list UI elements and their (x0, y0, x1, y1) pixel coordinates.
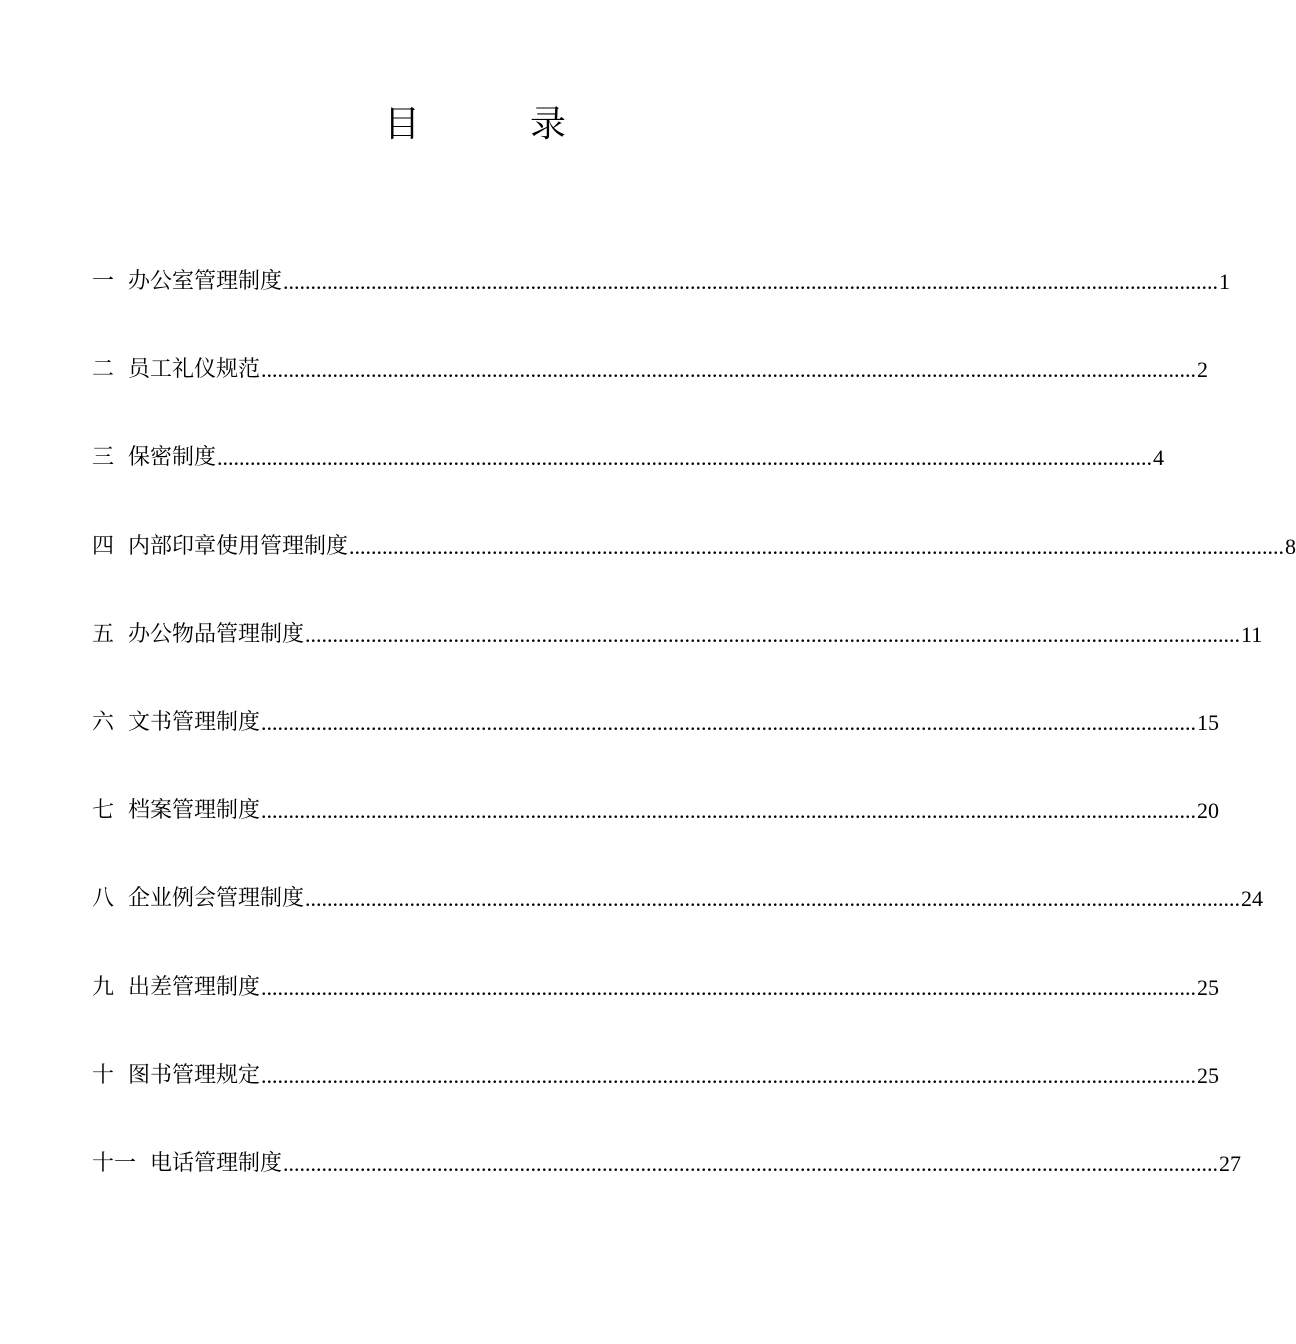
toc-entry-number: 三 (92, 445, 115, 471)
toc-dot-leader: .......................................................................................................................................................................... (305, 621, 1241, 647)
toc-dot-leader: .......................................................................................................................................................................... (283, 1150, 1219, 1176)
toc-entry-4[interactable] (92, 525, 1296, 613)
toc-entry-1[interactable] (92, 260, 1231, 348)
toc-entry-label: 员工礼仪规范 (128, 357, 261, 383)
toc-entry-label: 电话管理制度 (150, 1150, 283, 1176)
toc-entry-label: 内部印章使用管理制度 (128, 533, 349, 559)
toc-entry-page: 4 (1153, 445, 1165, 471)
toc-entry-10[interactable] (92, 1054, 1220, 1142)
toc-dot-leader: .......................................................................................................................................................................... (261, 709, 1197, 735)
toc-dot-leader: .......................................................................................................................................................................... (261, 357, 1197, 383)
title-char-2: 录 (530, 104, 567, 145)
toc-entry-label: 档案管理制度 (128, 798, 261, 824)
toc-entry-9[interactable] (92, 966, 1220, 1054)
toc-entry-page: 27 (1219, 1150, 1242, 1176)
toc-entry-number: 四 (92, 533, 115, 559)
toc-entry-page: 11 (1241, 621, 1263, 647)
toc-entry-number: 五 (92, 621, 115, 647)
title-char-1: 目 (383, 104, 420, 145)
toc-dot-leader: .......................................................................................................................................................................... (305, 886, 1241, 912)
table-of-contents (92, 260, 1296, 1230)
toc-entry-7[interactable] (92, 789, 1220, 877)
toc-entry-label: 图书管理规定 (128, 1062, 261, 1088)
toc-entry-page: 1 (1219, 269, 1231, 294)
toc-entry-2[interactable] (92, 348, 1209, 436)
toc-dot-leader: .......................................................................................................................................................................... (217, 445, 1153, 471)
toc-entry-number: 十一 (92, 1150, 137, 1176)
toc-dot-leader: .......................................................................................................................................................................... (261, 1062, 1197, 1088)
toc-entry-number: 八 (92, 886, 115, 912)
toc-entry-number: 一 (92, 269, 115, 294)
toc-entry-label: 办公物品管理制度 (128, 621, 305, 647)
toc-entry-6[interactable] (92, 701, 1220, 789)
toc-entry-page: 25 (1197, 974, 1220, 1000)
toc-entry-page: 25 (1197, 1062, 1220, 1088)
toc-entry-page: 2 (1197, 357, 1209, 383)
toc-entry-number: 六 (92, 709, 115, 735)
toc-entry-number: 七 (92, 798, 115, 824)
toc-entry-page: 15 (1197, 709, 1220, 735)
page-title (0, 100, 950, 150)
toc-entry-label: 保密制度 (128, 445, 217, 471)
toc-entry-number: 二 (92, 357, 115, 383)
toc-dot-leader: .......................................................................................................................................................................... (261, 974, 1197, 1000)
toc-entry-number: 十 (92, 1062, 115, 1088)
toc-entry-label: 办公室管理制度 (128, 269, 283, 294)
toc-entry-label: 文书管理制度 (128, 709, 261, 735)
toc-dot-leader: .......................................................................................................................................................................... (349, 533, 1285, 559)
toc-entry-label: 企业例会管理制度 (128, 886, 305, 912)
toc-entry-label: 出差管理制度 (128, 974, 261, 1000)
toc-dot-leader: .......................................................................................................................................................................... (283, 269, 1219, 294)
toc-entry-page: 24 (1241, 886, 1264, 912)
toc-entry-8[interactable] (92, 877, 1264, 965)
toc-entry-5[interactable] (92, 613, 1263, 701)
toc-entry-page: 8 (1285, 533, 1296, 559)
toc-entry-number: 九 (92, 974, 115, 1000)
toc-entry-3[interactable] (92, 436, 1165, 524)
toc-dot-leader: .......................................................................................................................................................................... (261, 798, 1197, 824)
toc-entry-11[interactable] (92, 1142, 1242, 1230)
toc-entry-page: 20 (1197, 798, 1220, 824)
